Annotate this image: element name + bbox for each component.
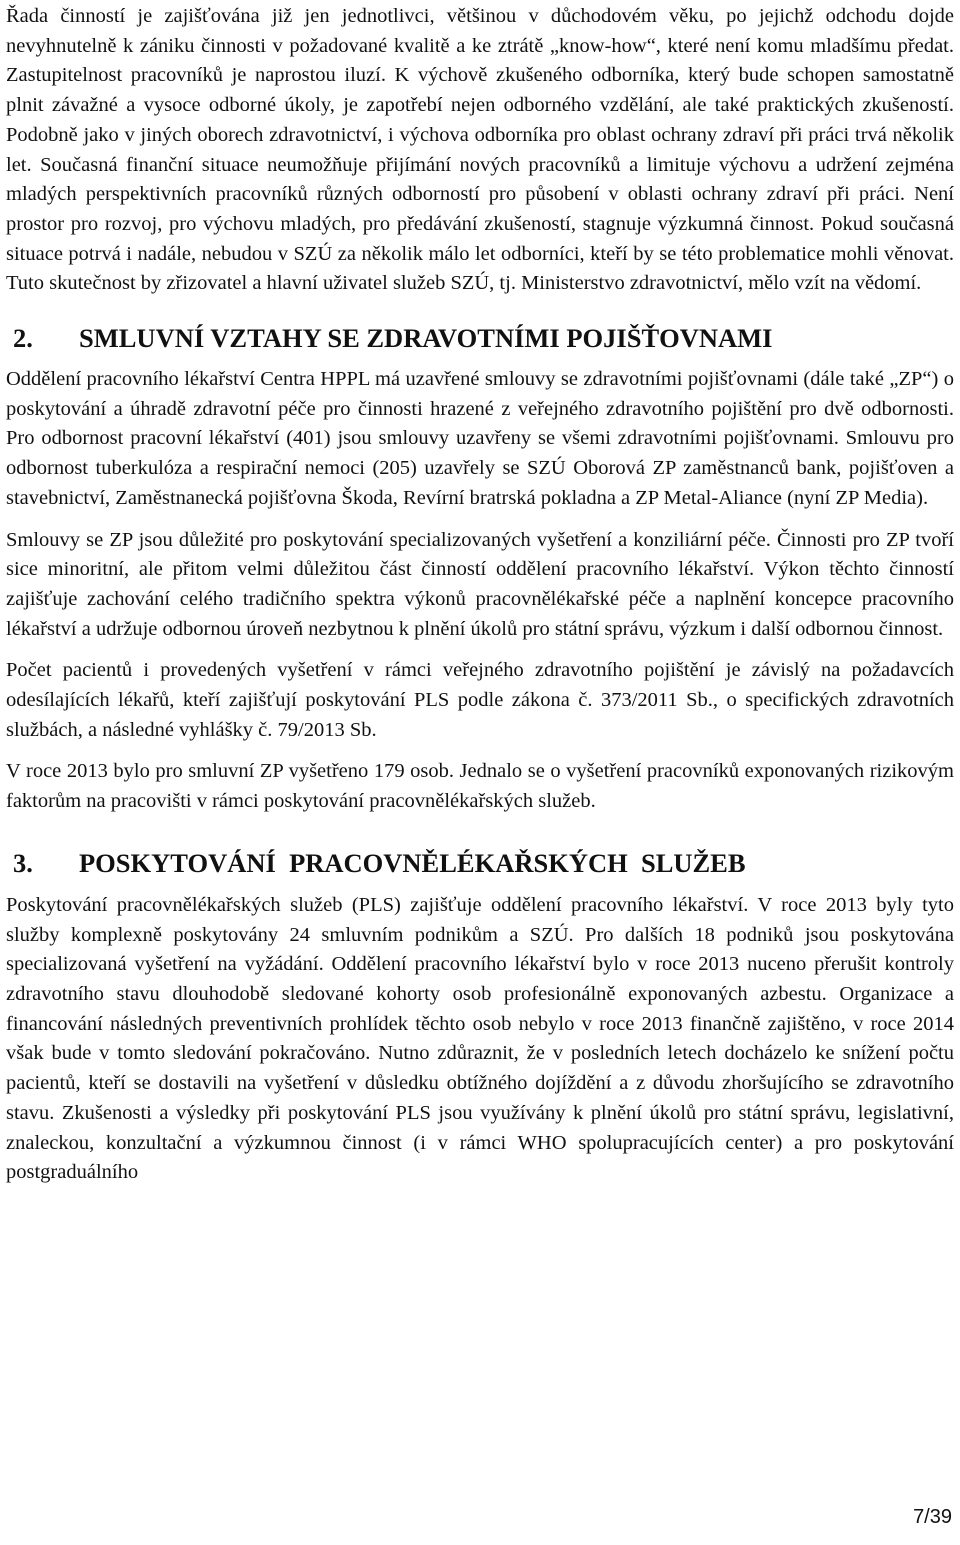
section-3-title: POSKYTOVÁNÍ PRACOVNĚLÉKAŘSKÝCH SLUŽEB [79, 847, 746, 878]
section-3-number: 3. [13, 847, 33, 878]
section-2-paragraph-4: V roce 2013 bylo pro smluvní ZP vyšetřeno 179 osob. Jednalo se o vyšetření pracovníků exponovaných rizikovým faktorům na pracovišti v rámci poskytování pracovnělékařských služeb. [6, 760, 954, 813]
section-2-paragraph-1: Oddělení pracovního lékařství Centra HPPL má uzavřené smlouvy se zdravotními pojišťovnami (dále také „ZP“) o poskytování a úhradě zdravotní péče pro činnosti hrazené z veřejného zdravotního pojištění pro dvě odbornosti. Pro odbornost pracovní lékařství (401) jsou smlouvy uzavřeny se všemi zdravotními pojišťovnami. Smlouvu pro odbornost tuberkulóza a respirační nemoci (205) uzavřely se SZÚ Oborová ZP zaměstnanců bank, pojišťoven a stavebnictví, Zaměstnanecká pojišťovna Škoda, Revírní bratrská pokladna a ZP Metal-Aliance (nyní ZP Media). [6, 368, 954, 509]
section-2-heading [6, 322, 954, 354]
section-2-paragraph-2: Smlouvy se ZP jsou důležité pro poskytování specializovaných vyšetření a konziliární péče. Činnosti pro ZP tvoří sice minoritní, ale přitom velmi důležitou část činností oddělení pracovního lékařství. Výkon těchto činností zajišťuje zachování celého tradičního spektra výkonů pracovnělékařské péče a naplnění koncepce pracovního lékařství a udržuje odbornou úroveň nezbytnou k plnění úkolů pro státní správu, výzkum i další odbornou činnost. [6, 528, 954, 640]
section-3-paragraph: Poskytování pracovnělékařských služeb (PLS) zajišťuje oddělení pracovního lékařství. V roce 2013 byly tyto služby komplexně poskytovány 24 smluvním podnikům a SZÚ. Pro dalších 18 podniků jsou poskytována specializovaná vyšetření na vyžádání. Oddělení pracovního lékařství bylo v roce 2013 nuceno přerušit kontroly zdravotního stavu dlouhodobě sledované kohorty osob profesionálně exponovaných azbestu. Organizace a financování následných preventivních prohlídek těchto osob nebylo v roce 2013 finančně zajištěno, v roce 2014 však bude v tomto sledování pokračováno. Nutno zdůraznit, že v posledních letech docházelo ke snížení počtu pacientů, kteří se dostavili na vyšetření v důsledku obtížného dojíždění a z důvodu zhoršujícího se zdravotního stavu. Zkušenosti a výsledky při poskytování PLS jsou využívány k plnění úkolů pro státní správu, legislativní, znaleckou, konzultační a výzkumnou činnost (i v rámci WHO spolupracujících center) a pro poskytování postgraduálního [6, 893, 954, 1184]
page-number: 7/39 [913, 1506, 952, 1528]
section-2-title: SMLUVNÍ VZTAHY SE ZDRAVOTNÍMI POJIŠŤOVNAMI [79, 323, 773, 354]
section-2-number: 2. [13, 323, 33, 354]
document-page [6, 2, 954, 1188]
intro-paragraph: Řada činností je zajišťována již jen jednotlivci, většinou v důchodovém věku, po jejichž odchodu dojde nevyhnutelně k zániku činnosti v požadované kvalitě a ke ztrátě „know-how“, které není komu mladšímu předat. Zastupitelnost pracovníků je naprostou iluzí. K výchově zkušeného odborníka, který bude schopen samostatně plnit závažné a vysoce odborné úkoly, je zapotřebí nejen odborného vzdělání, ale také praktických zkušeností. Podobně jako v jiných oborech zdravotnictví, i výchova odborníka pro oblast ochrany zdraví při práci trvá několik let. Současná finanční situace neumožňuje přijímání nových pracovníků a limituje výchovu a udržení zejména mladých perspektivních pracovníků různých odborností pro působení v oblasti ochrany zdraví při práci. Není prostor pro rozvoj, pro výchovu mladých, pro předávání zkušeností, stagnuje výzkumná činnost. Pokud současná situace potrvá i nadále, nebudou v SZÚ za několik málo let odborníci, kteří by se této problematice mohli věnovat. Tuto skutečnost by zřizovatel a hlavní uživatel služeb SZÚ, tj. Ministerstvo zdravotnictví, mělo vzít na vědomí. [6, 5, 954, 295]
section-2-paragraph-3: Počet pacientů i provedených vyšetření v rámci veřejného zdravotního pojištění je závislý na požadavcích odesílajících lékařů, kteří zajišťují poskytování PLS podle zákona č. 373/2011 Sb., o specifických zdravotních službách, a následné vyhlášky č. 79/2013 Sb. [6, 659, 954, 741]
section-3-heading [6, 847, 954, 879]
